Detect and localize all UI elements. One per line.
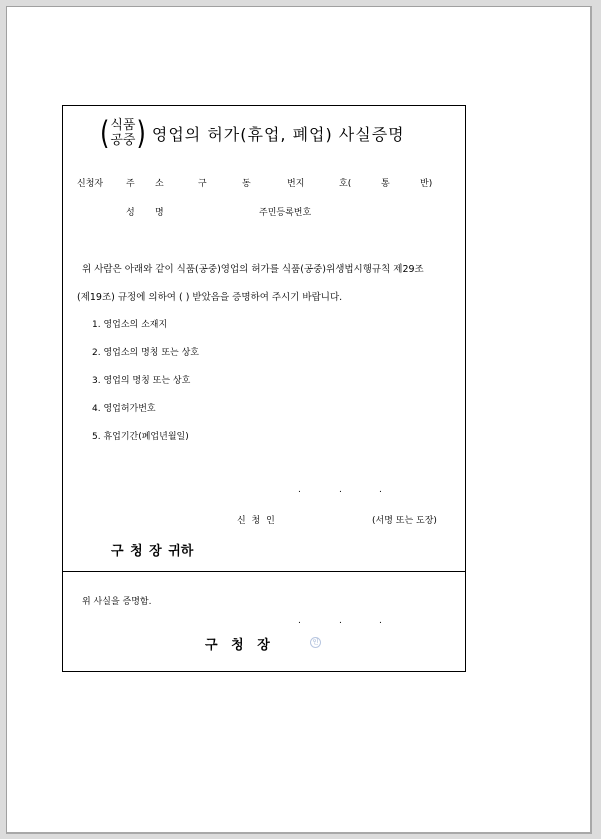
title-stack-top: 식품 [110, 118, 136, 133]
form-divider [62, 571, 466, 572]
seal-icon: 인 [310, 637, 321, 648]
beonji-label: 번지 [287, 179, 305, 189]
ban-label: 반) [420, 179, 433, 189]
applicant-label: 신청자 [77, 179, 104, 189]
name-label-1: 성 [126, 208, 135, 218]
item-business-type-name: 3. 영업의 명칭 또는 상호 [92, 376, 191, 386]
cert-date-dot-month: . [339, 616, 342, 626]
title-paren-close: ) [136, 114, 146, 152]
title-stack [110, 118, 135, 148]
item-closure-period: 5. 휴업기간(폐업년월일) [92, 432, 189, 442]
item-license-number: 4. 영업허가번호 [92, 404, 156, 414]
certification-text: 위 사실을 증명함. [82, 597, 152, 607]
date-dot-month: . [339, 485, 342, 495]
name-label-2: 명 [155, 208, 164, 218]
certificate-form-box [62, 105, 466, 672]
tong-label: 통 [381, 179, 390, 189]
date-dot-year: . [298, 485, 301, 495]
gu-label: 구 [198, 179, 207, 189]
sign-or-stamp-hint: (서명 또는 도장) [372, 516, 437, 526]
title-paren-open: ( [100, 114, 110, 152]
cert-date-dot-year: . [298, 616, 301, 626]
resident-number-label: 주민등록번호 [259, 208, 312, 218]
issuer-title: 구 청 장 [205, 638, 270, 653]
date-dot-day: . [379, 485, 382, 495]
ho-label: 호( [339, 179, 352, 189]
addressee: 구 청 장 귀하 [111, 544, 194, 559]
title-stack-bottom: 공중 [110, 133, 136, 148]
dong-label: 동 [242, 179, 251, 189]
item-business-location: 1. 영업소의 소재지 [92, 320, 168, 330]
title-main: 영업의 허가(휴업, 폐업) 사실증명 [151, 124, 405, 144]
statement-line-1: 위 사람은 아래와 같이 식품(공중)영업의 허가를 식품(공중)위생법시행규칙 제29조 [82, 264, 424, 275]
address-label-2: 소 [155, 179, 164, 189]
statement-line-2: (제19조) 규정에 의하여 ( ) 받았음을 증명하여 주시기 바랍니다. [77, 292, 343, 303]
applicant-sign-label: 신 청 인 [237, 516, 275, 526]
item-business-name: 2. 영업소의 명칭 또는 상호 [92, 348, 199, 358]
cert-date-dot-day: . [379, 616, 382, 626]
address-label-1: 주 [126, 179, 135, 189]
document-title [100, 114, 405, 152]
